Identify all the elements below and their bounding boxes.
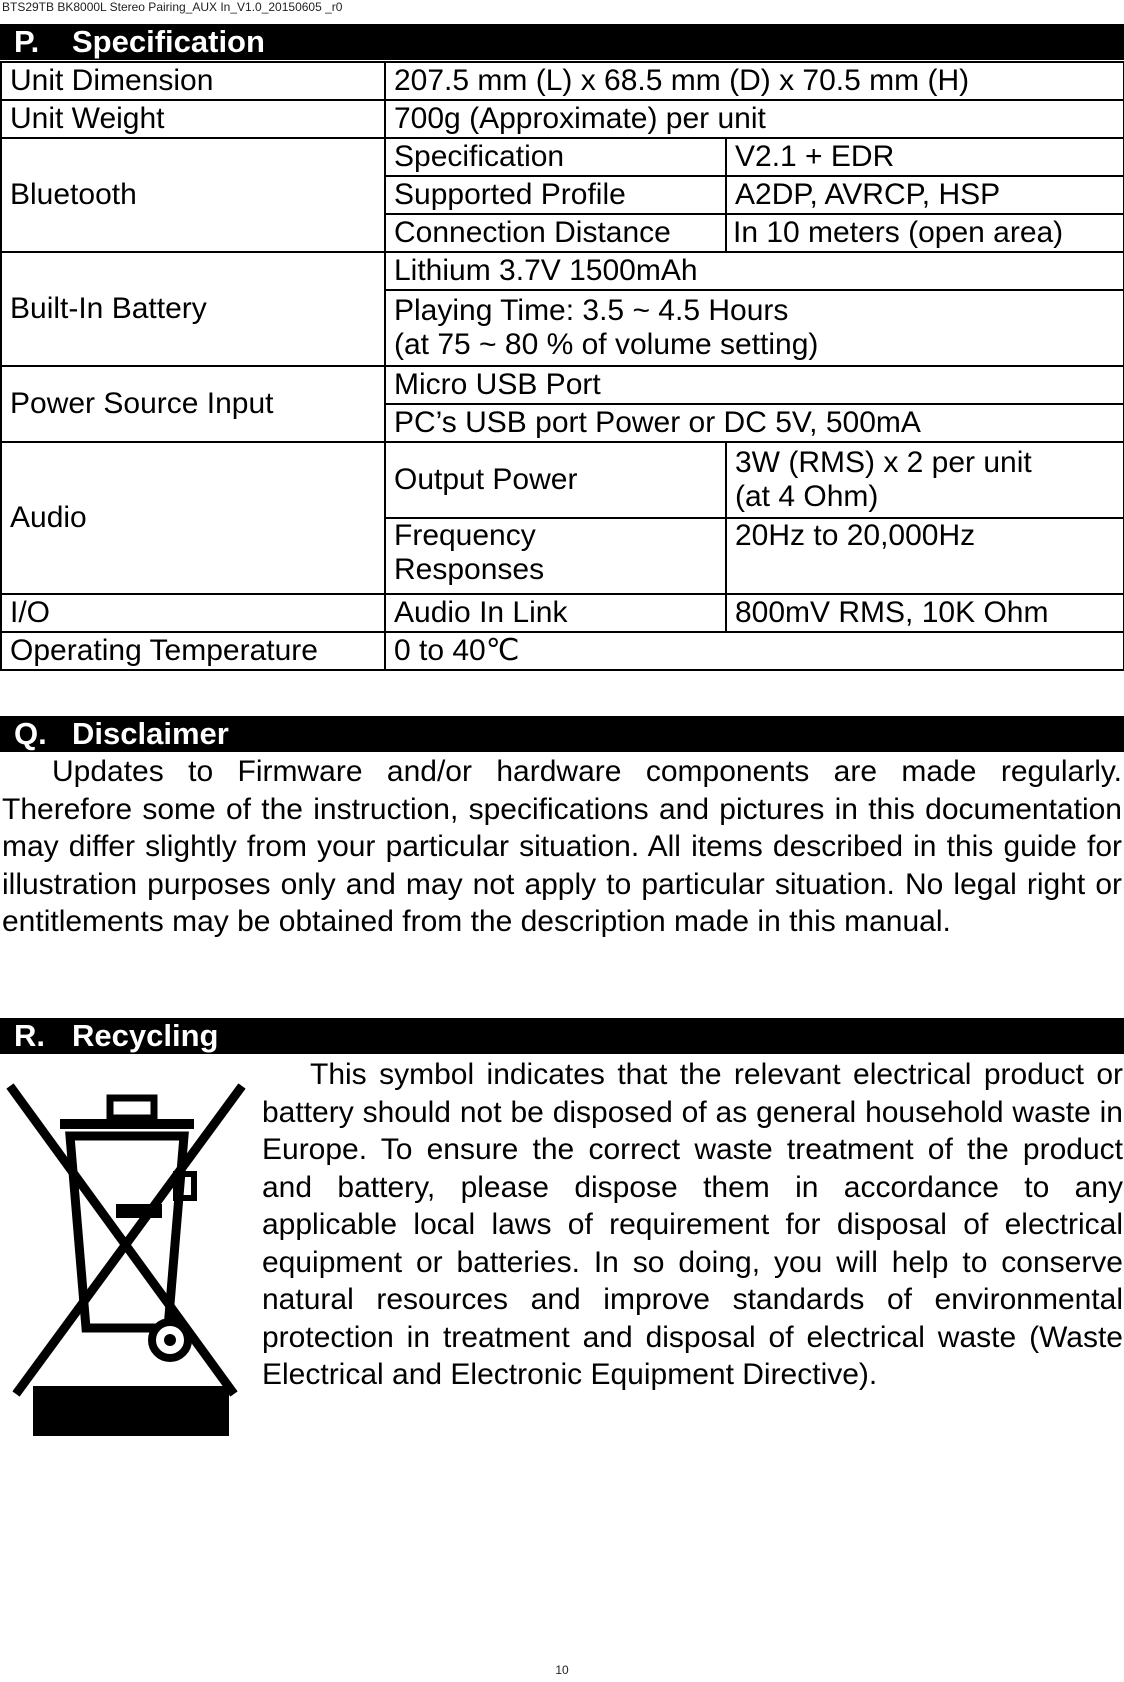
- row-label: Bluetooth: [1, 138, 385, 252]
- row-value: 0 to 40℃: [385, 632, 1124, 670]
- battery-playing-note: (at 75 ~ 80 % of volume setting): [394, 328, 819, 361]
- section-title: Recycling: [72, 1018, 219, 1053]
- section-heading-specification: [0, 24, 1124, 60]
- row-value: 700g (Approximate) per unit: [385, 100, 1124, 138]
- row-label: Power Source Input: [1, 366, 385, 442]
- row-sub-label: Supported Profile: [385, 176, 726, 214]
- row-label: Operating Temperature: [1, 632, 385, 670]
- row-sub-label: Audio In Link: [385, 594, 726, 632]
- row-label: Unit Weight: [1, 100, 385, 138]
- row-value: PC’s USB port Power or DC 5V, 500mA: [385, 404, 1124, 442]
- section-heading-disclaimer: [0, 716, 1124, 752]
- page-number: 10: [555, 1663, 569, 1677]
- table-row: [1, 62, 1124, 100]
- section-heading-recycling: [0, 1018, 1124, 1054]
- recycling-paragraph: This symbol indicates that the relevant electrical product or battery should not be disposed of as general household waste in Europe. To ensure the correct waste treatment of the product and battery, please dispose them in accordance to any applicable local laws of requirement for disposal of electrical equipment or batteries. In so doing, you will help to conserve natural resources and improve standards of environmental protection in treatment and disposal of electrical waste (Waste Electrical and Electronic Equipment Directive).: [262, 1058, 1123, 1391]
- row-value: [726, 442, 1124, 518]
- section-letter: Q.: [14, 716, 47, 751]
- row-value: V2.1 + EDR: [726, 138, 1124, 176]
- row-value: In 10 meters (open area): [726, 214, 1124, 252]
- row-value: 800mV RMS, 10K Ohm: [726, 594, 1124, 632]
- row-value: 207.5 mm (L) x 68.5 mm (D) x 70.5 mm (H): [385, 62, 1124, 100]
- freq-label-line-2: Responses: [394, 553, 545, 586]
- table-row: [1, 366, 1124, 404]
- row-sub-label: Output Power: [385, 442, 726, 518]
- table-row: [1, 594, 1124, 632]
- row-sub-label: [385, 518, 726, 594]
- audio-output-value: 3W (RMS) x 2 per unit: [735, 446, 1032, 479]
- table-row: [1, 252, 1124, 290]
- row-label: Built-In Battery: [1, 252, 385, 366]
- row-label: Unit Dimension: [1, 62, 385, 100]
- row-value: Lithium 3.7V 1500mAh: [385, 252, 1124, 290]
- table-row: [1, 442, 1124, 518]
- row-label: Audio: [1, 442, 385, 594]
- section-title: Specification: [72, 24, 265, 59]
- specification-table: [0, 61, 1124, 671]
- freq-label-line-1: Frequency: [394, 519, 536, 552]
- audio-output-note: (at 4 Ohm): [735, 480, 879, 513]
- row-label: I/O: [1, 594, 385, 632]
- disclaimer-paragraph: Updates to Firmware and/or hardware components are made regularly. Therefore some of the instruction, specifications and pictures in this documentation may differ slightly from your particular situation. All items described in this guide for illustration purposes only and may not apply to particular situation. No legal right or entitlements may be obtained from the description made in this manual.: [2, 755, 1122, 938]
- section-title: Disclaimer: [72, 716, 229, 751]
- section-letter: P.: [14, 24, 40, 59]
- row-sub-label: Connection Distance: [385, 214, 726, 252]
- row-value: [385, 290, 1124, 366]
- section-letter: R.: [14, 1018, 45, 1053]
- table-row: [1, 138, 1124, 176]
- row-value: A2DP, AVRCP, HSP: [726, 176, 1124, 214]
- table-row: [1, 632, 1124, 670]
- row-value: 20Hz to 20,000Hz: [726, 518, 1124, 594]
- weee-crossed-bin-icon: [2, 1056, 246, 1436]
- document-header: BTS29TB BK8000L Stereo Pairing_AUX In_V1.0_20150605 _r0: [2, 0, 343, 14]
- table-row: [1, 100, 1124, 138]
- battery-playing-time: Playing Time: 3.5 ~ 4.5 Hours: [394, 294, 789, 327]
- row-value: Micro USB Port: [385, 366, 1124, 404]
- row-sub-label: Specification: [385, 138, 726, 176]
